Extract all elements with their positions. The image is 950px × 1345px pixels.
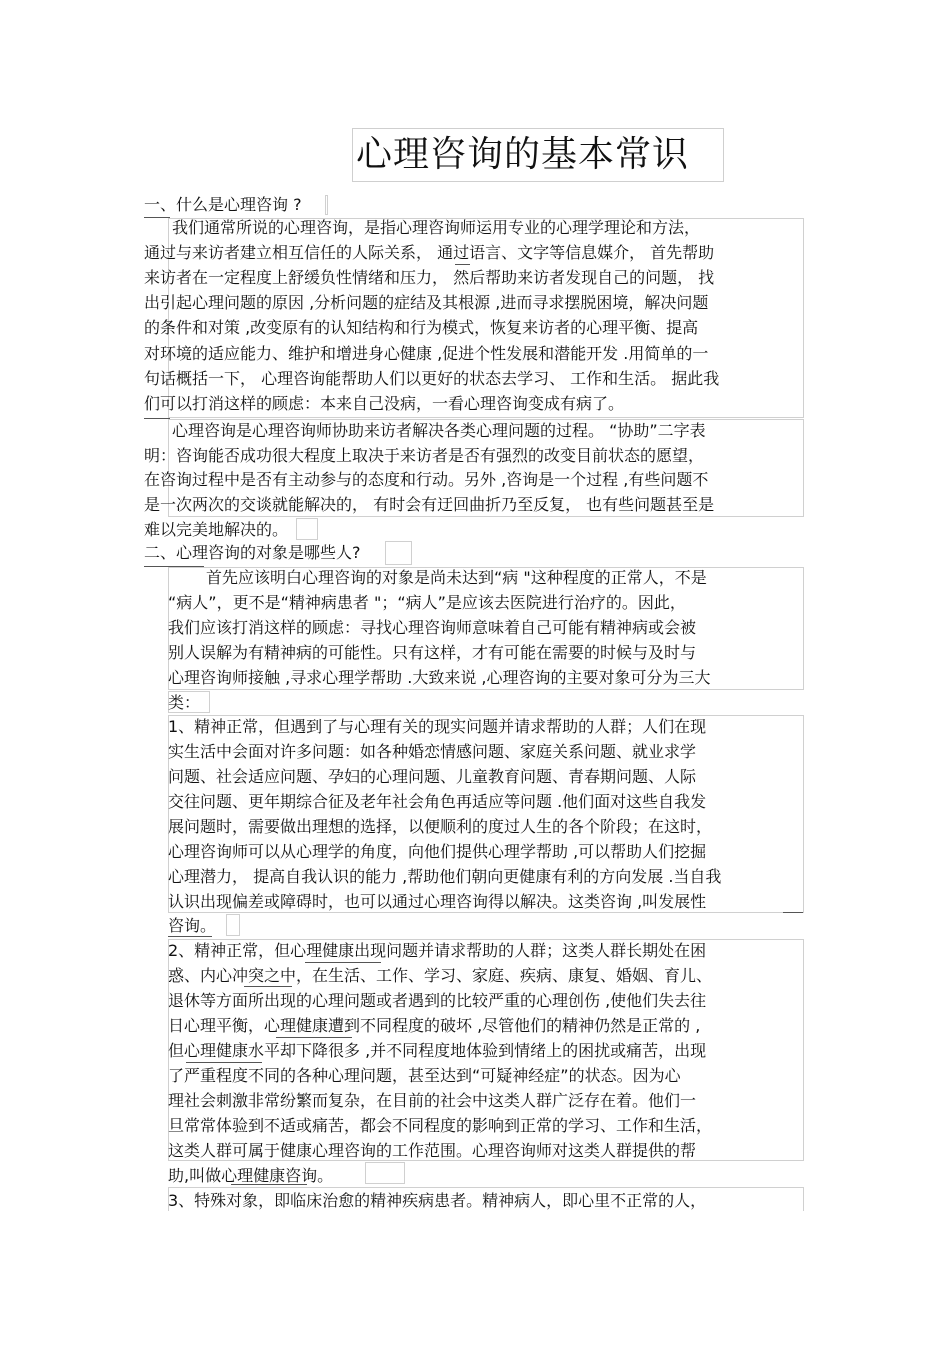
section-heading-2: 二、心理咨询的对象是哪些人? [144, 543, 361, 562]
p1-line-4: 出引起心理问题的原因 ,分析问题的症结及其根源 ,进而寻求摆脱困境，解决问题 [144, 293, 709, 312]
p4-line-7: 心理潜力， 提高自我认识的能力 ,帮助他们朝向更健康有利的方向发展 .当自我 [168, 867, 722, 886]
frame-mark [296, 518, 318, 540]
p5-line-5: 但心理健康水平却下降很多 ,并不同程度地体验到情绪上的困扰或痛苦，出现 [168, 1041, 707, 1060]
p4-line-8: 认识出现偏差或障碍时，也可以通过心理咨询得以解决。这类咨询 ,叫发展性 [168, 892, 707, 911]
p6-line-1: 3、特殊对象，即临床治愈的精神疾病患者。精神病人，即心里不正常的人， [168, 1191, 707, 1210]
p5-line-10: 助,叫做心理健康咨询。 [168, 1166, 334, 1185]
p1-line-3: 来访者在一定程度上舒缓负性情绪和压力， 然后帮助来访者发现自己的问题， 找 [144, 268, 715, 287]
p4-line-3: 问题、社会适应问题、孕妇的心理问题、儿童教育问题、青春期问题、人际 [168, 767, 697, 786]
p4-line-9: 咨询。 [168, 916, 217, 935]
p4-line-5: 展问题时，需要做出理想的选择，以便顺利的度过人生的各个阶段；在这时， [168, 817, 713, 836]
section-heading-1: 一、什么是心理咨询 ? [144, 195, 302, 214]
p1-line-6: 对环境的适应能力、维护和增进身心健康 ,促进个性发展和潜能开发 .用简单的一 [144, 344, 709, 363]
frame-mark [365, 1162, 405, 1184]
page-title: 心理咨询的基本常识 [356, 134, 690, 175]
p1-line-2: 通过与来访者建立相互信任的人际关系， 通过语言、文字等信息媒介， 首先帮助 [144, 243, 715, 262]
p3-line-1: 首先应该明白心理咨询的对象是尚未达到“病 "这种程度的正常人，不是 [206, 568, 707, 587]
p4-line-1: 1、精神正常，但遇到了与心理有关的现实问题并请求帮助的人群；人们在现 [168, 717, 707, 736]
frame-mark [325, 195, 328, 215]
p3-line-6: 类： [168, 693, 201, 712]
p3-line-5: 心理咨询师接触 ,寻求心理学帮助 .大致来说 ,心理咨询的主要对象可分为三大 [168, 668, 711, 687]
indent-rule [144, 566, 204, 567]
p5-line-2: 惑、内心冲突之中，在生活、工作、学习、家庭、疾病、康复、婚姻、育儿、 [168, 966, 713, 985]
frame-mark [226, 914, 240, 936]
p1-line-7: 句话概括一下， 心理咨询能帮助人们以更好的状态去学习、 工作和生活。 据此我 [144, 369, 720, 388]
indent-rule [144, 217, 170, 218]
underline-mark [783, 912, 803, 913]
p5-line-9: 这类人群可属于健康心理咨询的工作范围。心理咨询师对这类人群提供的帮 [168, 1141, 697, 1160]
p5-line-8: 旦常常体验到不适或痛苦，都会不同程度的影响到正常的学习、工作和生活， [168, 1116, 713, 1135]
p3-line-4: 别人误解为有精神病的可能性。只有这样，才有可能在需要的时候与及时与 [168, 643, 697, 662]
p5-line-6: 了严重程度不同的各种心理问题，甚至达到“可疑神经症”的状态。因为心 [168, 1066, 681, 1085]
p3-line-3: 我们应该打消这样的顾虑：寻找心理咨询师意味着自己可能有精神病或会被 [168, 618, 697, 637]
p1-line-5: 的条件和对策 ,改变原有的认知结构和行为模式，恢复来访者的心理平衡、提高 [144, 318, 699, 337]
p2-line-5: 难以完美地解决的。 [144, 520, 289, 539]
p3-line-2: “病人”，更不是“精神病患者 "；“病人”是应该去医院进行治疗的。因此， [168, 593, 686, 612]
indent-rule [144, 418, 170, 419]
p1-line-1: 我们通常所说的心理咨询，是指心理咨询师运用专业的心理学理论和方法， [172, 218, 701, 237]
p1-line-8: 们可以打消这样的顾虑：本来自己没病，一看心理咨询变成有病了。 [144, 394, 625, 413]
p5-line-1: 2、精神正常，但心理健康出现问题并请求帮助的人群；这类人群长期处在困 [168, 941, 707, 960]
p2-line-3: 在咨询过程中是否有主动参与的态度和行动。另外 ,咨询是一个过程 ,有些问题不 [144, 470, 709, 489]
p2-line-2: 明：咨询能否成功很大程度上取决于来访者是否有强烈的改变目前状态的愿望， [144, 446, 705, 465]
p4-line-4: 交往问题、更年期综合征及老年社会角色再适应等问题 .他们面对这些自我发 [168, 792, 707, 811]
frame-mark [385, 541, 412, 565]
p2-line-1: 心理咨询是心理咨询师协助来访者解决各类心理问题的过程。 “协助”二字表 [172, 421, 706, 440]
p5-line-7: 理社会刺激非常纷繁而复杂，在目前的社会中这类人群广泛存在着。他们一 [168, 1091, 697, 1110]
p2-line-4: 是一次两次的交谈就能解决的， 有时会有迂回曲折乃至反复， 也有些问题甚至是 [144, 495, 715, 514]
p5-line-3: 退休等方面所出现的心理问题或者遇到的比较严重的心理创伤 ,使他们失去往 [168, 991, 707, 1010]
p4-line-6: 心理咨询师可以从心理学的角度，向他们提供心理学帮助 ,可以帮助人们挖掘 [168, 842, 707, 861]
p5-line-4: 日心理平衡，心理健康遭到不同程度的破坏 ,尽管他们的精神仍然是正常的 , [168, 1016, 701, 1035]
p4-line-2: 实生活中会面对许多问题：如各种婚恋情感问题、家庭关系问题、就业求学 [168, 742, 697, 761]
